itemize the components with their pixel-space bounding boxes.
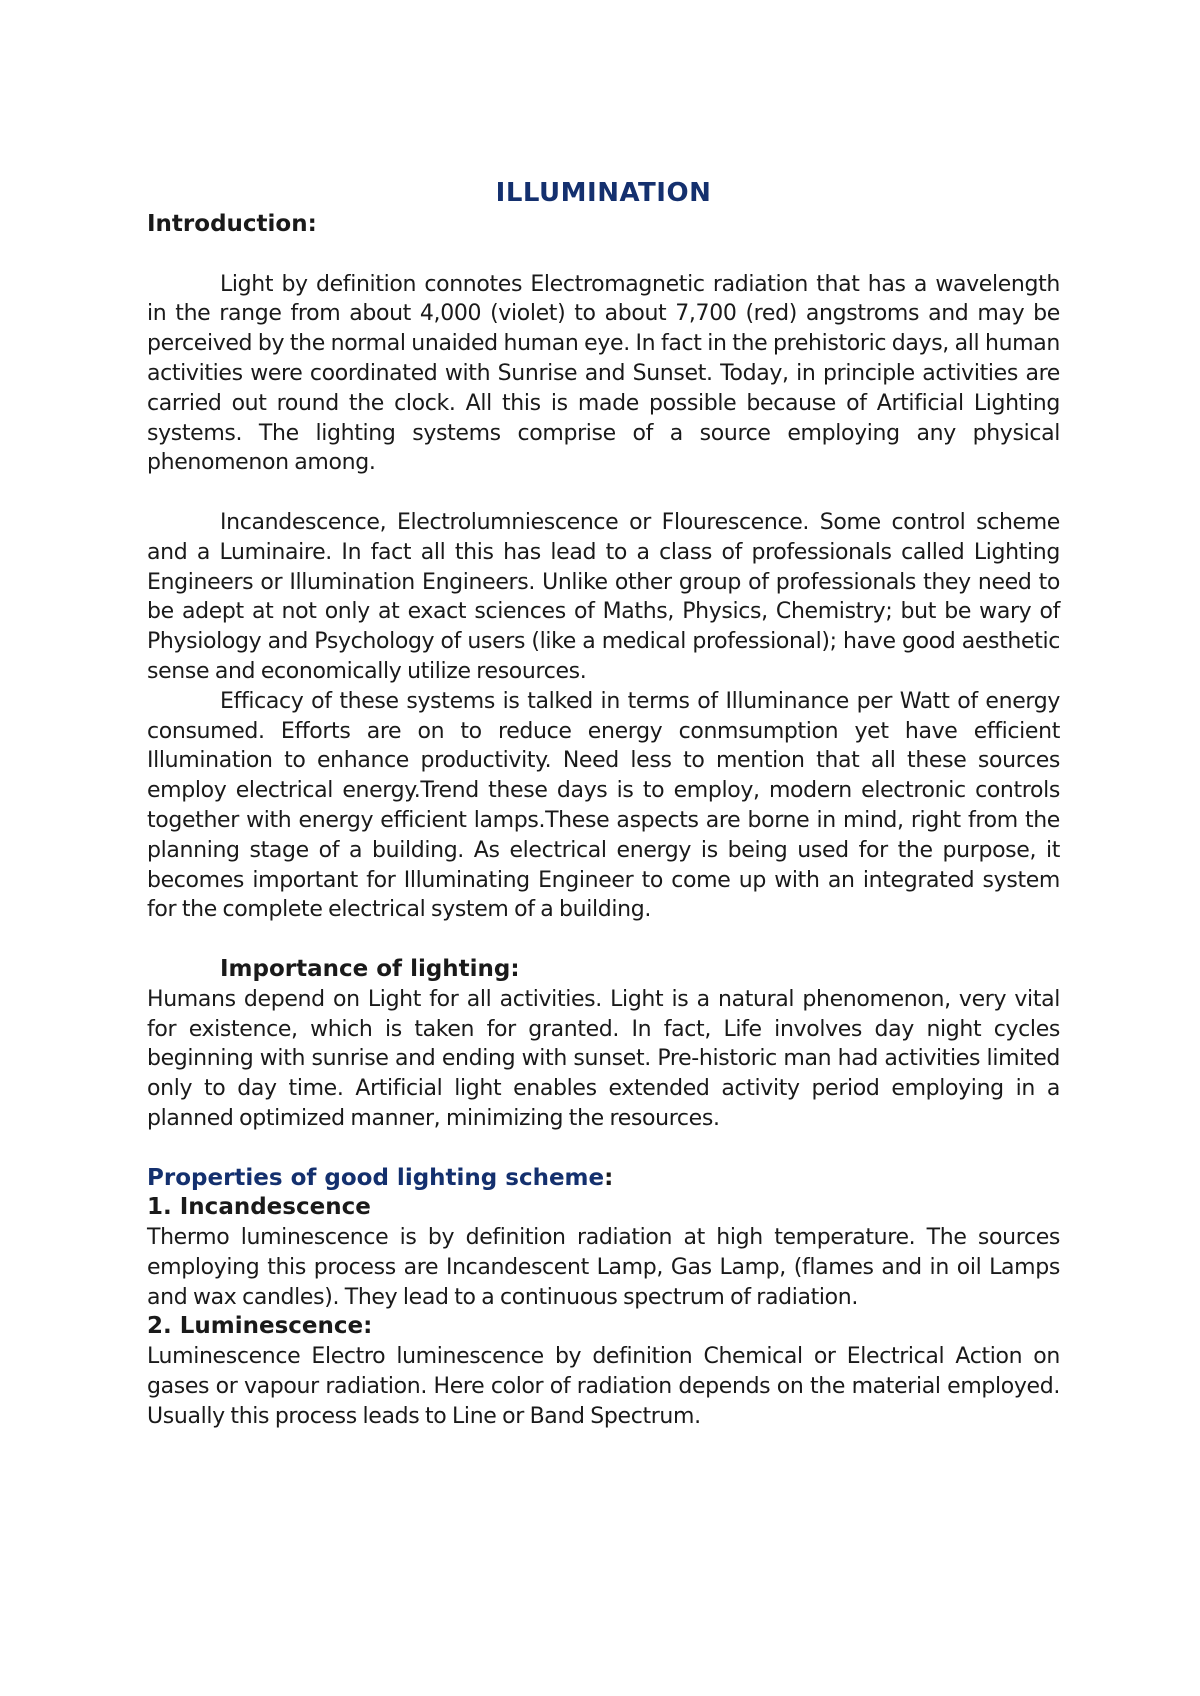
properties-heading-line — [147, 1164, 1060, 1194]
page-title: ILLUMINATION — [495, 178, 712, 208]
incandescence-heading: 1. Incandescence — [147, 1194, 371, 1221]
luminescence-heading: 2. Luminescence: — [147, 1313, 373, 1340]
introduction-heading: Introduction: — [147, 211, 317, 237]
incandescence-paragraph: Thermo luminescence is by definition radiation at high temperature. The sources employing this process are Incandescent Lamp, Gas Lamp, (flames and in oil Lamps and wax candles). They lead to a continuous spectrum of radiation. — [147, 1225, 1060, 1310]
intro-paragraph-3: Efficacy of these systems is talked in terms of Illuminance per Watt of energy consumed. Efforts are on to reduce energy conmsumption yet have efficient Illumination to enhance productivity. Need less to mention that all these sources employ electrical energy.Trend these days is to employ, modern electronic controls together with energy efficient lamps.These aspects are borne in mind, right from the planning stage of a building. As electrical energy is being used for the purpose, it becomes important for Illuminating Engineer to come up with an integrated system for the complete electrical system of a building. — [147, 688, 1060, 923]
intro-paragraph-2: Incandescence, Electrolumniescence or Flourescence. Some control scheme and a Luminaire. In fact all this has lead to a class of professionals called Lighting Engineers or Illumination Engineers. Unlike other group of professionals they need to be adept at not only at exact sciences of Maths, Physics, Chemistry; but be wary of Physiology and Psychology of users (like a medical professional); have good aesthetic sense and economically utilize resources. — [147, 509, 1060, 684]
spacer — [147, 925, 1060, 955]
luminescence-paragraph: Luminescence Electro luminescence by definition Chemical or Electrical Action on gases or vapour radiation. Here color of radiation depends on the material employed. Usually this process leads to Line or Band Spectrum. — [147, 1344, 1060, 1429]
spacer — [147, 240, 1060, 270]
spacer — [147, 1134, 1060, 1164]
properties-heading: Properties of good lighting scheme — [147, 1164, 605, 1191]
document-content — [147, 176, 1060, 1432]
importance-heading: Importance of lighting: — [220, 955, 520, 982]
spacer — [147, 478, 1060, 508]
intro-paragraph-1: Light by definition connotes Electromagnetic radiation that has a wavelength in the range from about 4,000 (violet) to about 7,700 (red) angstroms and may be perceived by the normal unaided human eye. In fact in the prehistoric days, all human activities were coordinated with Sunrise and Sunset. Today, in principle activities are carried out round the clock. All this is made possible because of Artificial Lighting systems. The lighting systems comprise of a source employing any physical phenomenon among. — [147, 271, 1060, 476]
importance-paragraph: Humans depend on Light for all activities. Light is a natural phenomenon, very vital for existence, which is taken for granted. In fact, Life involves day night cycles beginning with sunrise and ending with sunset. Pre-historic man had activities limited only to day time. Artificial light enables extended activity period employing in a planned optimized manner, minimizing the resources. — [147, 986, 1060, 1131]
properties-heading-colon: : — [604, 1164, 614, 1191]
